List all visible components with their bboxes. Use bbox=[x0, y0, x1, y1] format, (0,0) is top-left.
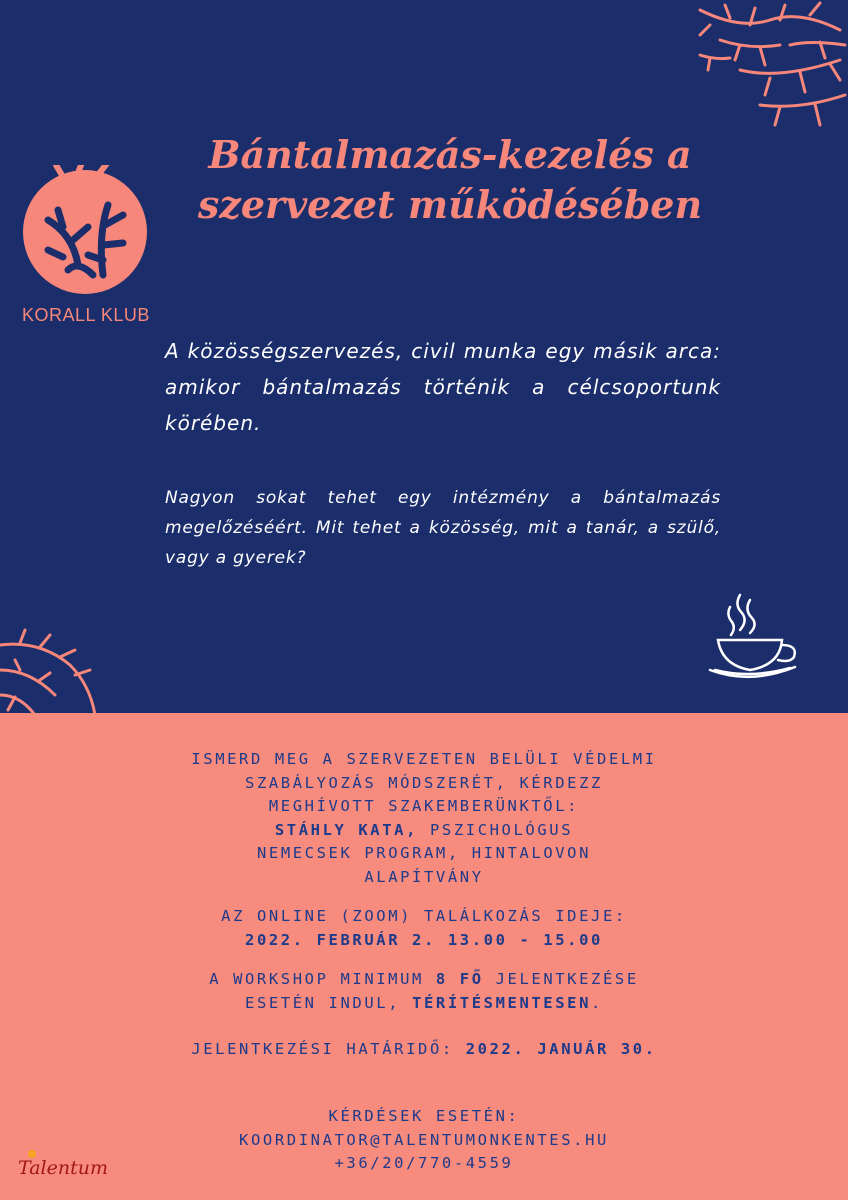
free-of-charge: TÉRÍTÉSMENTESEN bbox=[412, 993, 592, 1012]
participant-count: 8 FŐ bbox=[435, 970, 484, 988]
workshop-text-2: JELENTKEZÉSE bbox=[483, 970, 639, 988]
question-text: Nagyon sokat tehet egy intézmény a bántalmazás megelőzéséért. Mit tehet a közösség, mit a tanár, a szülő, vagy a gyerek? bbox=[165, 488, 721, 568]
workshop-line-1 bbox=[0, 968, 848, 992]
intro-text: A közösségszervezés, civil munka egy másik arca: amikor bántalmazás történik a célcsoportunk körében. bbox=[165, 339, 721, 435]
speaker-name: STÁHLY KATA, bbox=[274, 820, 419, 839]
speaker-block bbox=[0, 748, 848, 889]
title-line-1: Bántalmazás-kezelés a bbox=[208, 132, 692, 177]
time-value: 2022. FEBRUÁR 2. 13.00 - 15.00 bbox=[245, 930, 603, 949]
workshop-block bbox=[0, 968, 848, 1015]
deadline-label: JELENTKEZÉSI HATÁRIDŐ: bbox=[191, 1040, 466, 1058]
deadline-line bbox=[0, 1038, 848, 1062]
title-line-2: szervezet működésében bbox=[197, 182, 703, 227]
deadline-value: 2022. JANUÁR 30. bbox=[465, 1040, 657, 1058]
contact-email[interactable]: KOORDINATOR@TALENTUMONKENTES.HU bbox=[239, 1130, 609, 1149]
workshop-text-3: ESETÉN INDUL, bbox=[245, 993, 413, 1012]
speaker-role: PSZICHOLÓGUS bbox=[418, 820, 574, 839]
page-title bbox=[140, 130, 760, 230]
workshop-text-1: A WORKSHOP MINIMUM bbox=[209, 970, 436, 988]
deadline-block bbox=[0, 1038, 848, 1062]
logo-name: KORALL KLUB bbox=[22, 305, 150, 325]
korall-klub-logo bbox=[18, 165, 153, 300]
speaker-line-2: SZABÁLYOZÁS MÓDSZERÉT, KÉRDEZZ bbox=[245, 773, 603, 792]
speaker-line-1: ISMERD MEG A SZERVEZETEN BELÜLI VÉDELMI bbox=[191, 750, 657, 768]
speaker-line-5: NEMECSEK PROGRAM, HINTALOVON bbox=[256, 844, 592, 862]
coffee-cup-icon bbox=[700, 585, 805, 690]
speaker-line-3: MEGHÍVOTT SZAKEMBERÜNKTŐL: bbox=[268, 797, 580, 815]
speaker-line-4 bbox=[0, 819, 848, 843]
time-label: AZ ONLINE (ZOOM) TALÁLKOZÁS IDEJE: bbox=[221, 907, 627, 925]
coral-decoration-bottom-left bbox=[0, 625, 100, 713]
coral-decoration-top-right bbox=[680, 0, 848, 140]
workshop-text-4: . bbox=[591, 993, 603, 1012]
time-block bbox=[0, 905, 848, 952]
speaker-line-6: ALAPÍTVÁNY bbox=[364, 867, 484, 886]
talentum-logo: Talentum bbox=[18, 1157, 108, 1179]
contact-block bbox=[0, 1105, 848, 1176]
contact-label: KÉRDÉSEK ESETÉN: bbox=[328, 1107, 520, 1125]
contact-phone[interactable]: +36/20/770-4559 bbox=[334, 1154, 514, 1172]
workshop-line-2 bbox=[0, 992, 848, 1016]
